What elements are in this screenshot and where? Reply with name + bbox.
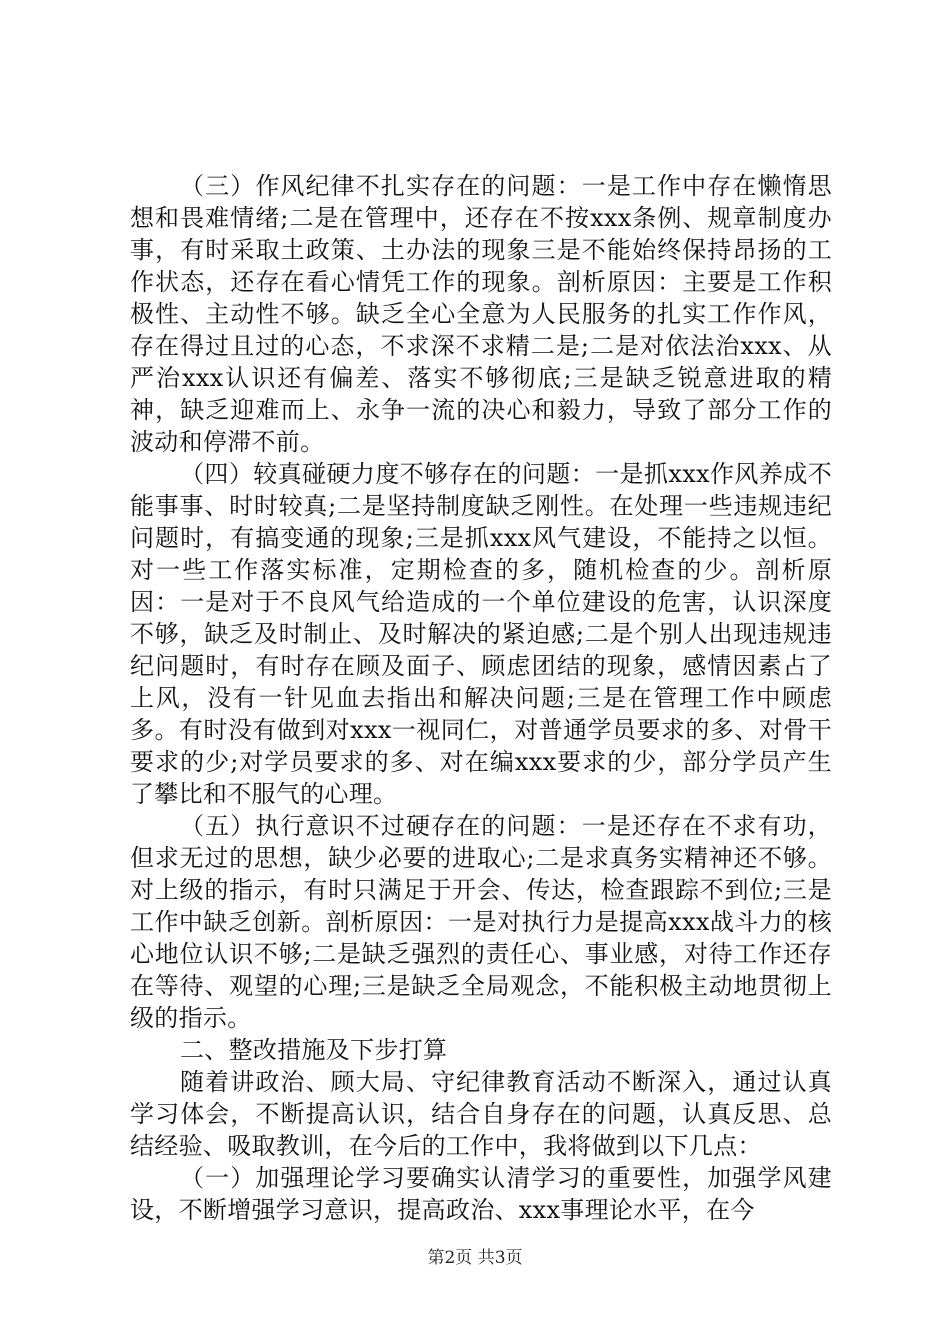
page-footer: 第2页 共3页 [427, 1248, 523, 1268]
document-body [130, 170, 832, 1226]
paragraph-section-four: （四）较真碰硬力度不够存在的问题：一是抓xxx作风养成不能事事、时时较真;二是坚持制度缺乏刚性。在处理一些违规违纪问题时，有搞变通的现象;三是抓xxx风气建设，不能持之以恒。对一些工作落实标准，定期检查的多，随机检查的少。剖析原因：一是对于不良风气给造成的一个单位建设的危害，认识深度不够，缺乏及时制止、及时解决的紧迫感;二是个别人出现违规违纪问题时，有时存在顾及面子、顾虑团结的现象，感情因素占了上风，没有一针见血去指出和解决问题;三是在管理工作中顾虑多。有时没有做到对xxx一视同仁，对普通学员要求的多、对骨干要求的少;对学员要求的多、对在编xxx要求的少，部分学员产生了攀比和不服气的心理。 [130, 460, 832, 808]
paragraph-section-five: （五）执行意识不过硬存在的问题：一是还存在不求有功，但求无过的思想，缺少必要的进取心;二是求真务实精神还不够。对上级的指示，有时只满足于开会、传达，检查跟踪不到位;三是工作中缺乏创新。剖析原因：一是对执行力是提高xxx战斗力的核心地位认识不够;二是缺乏强烈的责任心、事业感，对待工作还存在等待、观望的心理;三是缺乏全局观念，不能积极主动地贯彻上级的指示。 [130, 812, 832, 1032]
paragraph-rectification-intro: 随着讲政治、顾大局、守纪律教育活动不断深入，通过认真学习体会，不断提高认识，结合自身存在的问题，认真反思、总结经验、吸取教训，在今后的工作中，我将做到以下几点： [130, 1068, 832, 1160]
section-heading-rectification: 二、整改措施及下步打算 [180, 1036, 448, 1064]
paragraph-measure-one: （一）加强理论学习要确实认清学习的重要性，加强学风建设，不断增强学习意识，提高政治、xxx事理论水平，在今 [130, 1164, 832, 1224]
paragraph-section-three: （三）作风纪律不扎实存在的问题：一是工作中存在懒惰思想和畏难情绪;二是在管理中，还存在不按xxx条例、规章制度办事，有时采取土政策、土办法的现象三是不能始终保持昂扬的工作状态，还存在看心情凭工作的现象。剖析原因：主要是工作积极性、主动性不够。缺乏全心全意为人民服务的扎实工作作风，存在得过且过的心态，不求深不求精二是;二是对依法治xxx、从严治xxx认识还有偏差、落实不够彻底;三是缺乏锐意进取的精神，缺乏迎难而上、永争一流的决心和毅力，导致了部分工作的波动和停滞不前。 [130, 172, 832, 456]
